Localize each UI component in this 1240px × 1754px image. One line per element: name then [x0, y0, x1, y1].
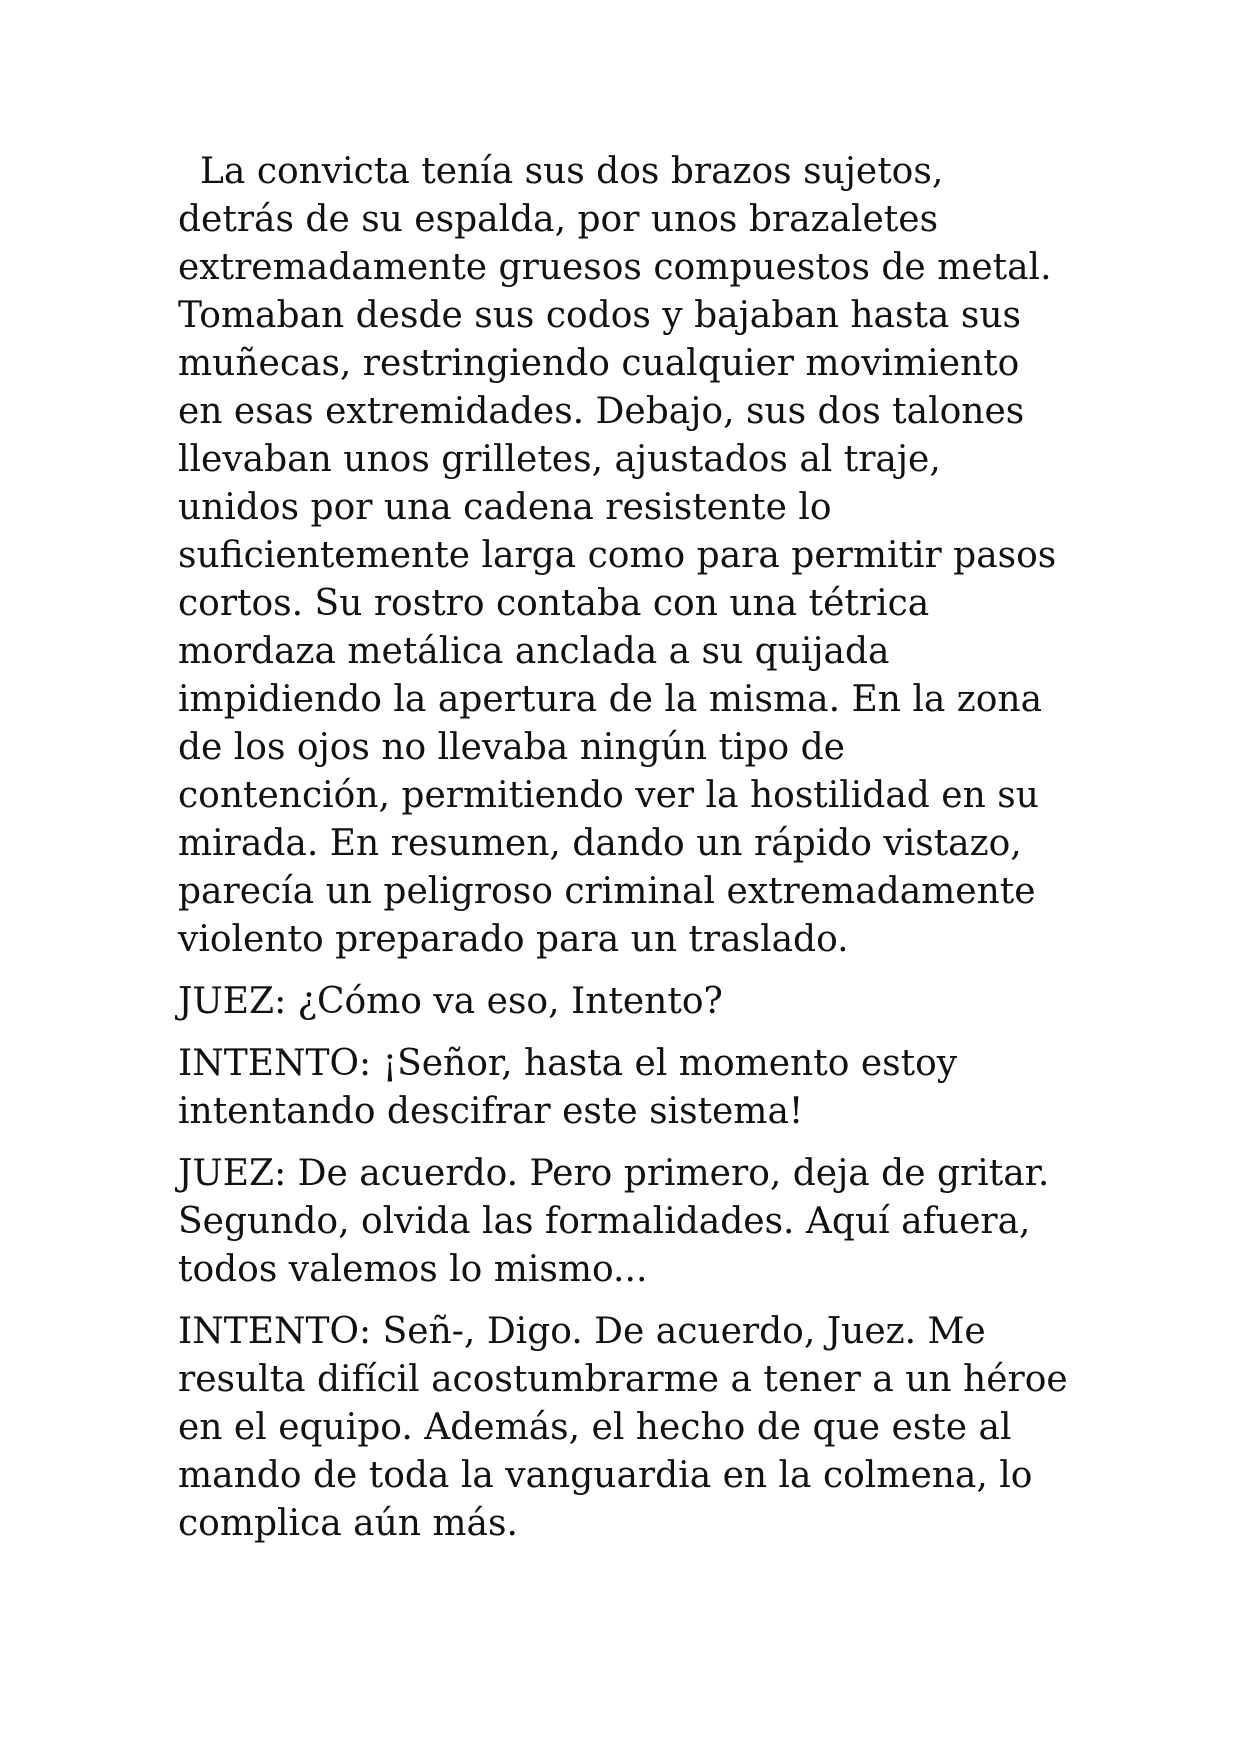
text-line: de los ojos no llevaba ningún tipo de: [178, 727, 845, 768]
text-line: JUEZ: ¿Cómo va eso, Intento?: [178, 981, 723, 1022]
text-line: detrás de su espalda, por unos brazaletes: [178, 199, 939, 240]
text-line: cortos. Su rostro contaba con una tétrica: [178, 583, 930, 624]
text-line: unidos por una cadena resistente lo: [178, 487, 832, 528]
text-line: complica aún más.: [178, 1503, 518, 1544]
text-line: INTENTO: Señ-, Digo. De acuerdo, Juez. Me: [178, 1311, 986, 1352]
text-line: resulta difícil acostumbrarme a tener a un héroe: [178, 1359, 1068, 1400]
text-line: parecía un peligroso criminal extremadamente: [178, 871, 1036, 912]
text-line: extremadamente gruesos compuestos de metal.: [178, 247, 1052, 288]
text-line: mirada. En resumen, dando un rápido vistazo,: [178, 823, 1022, 864]
text-line: Tomaban desde sus codos y bajaban hasta sus: [178, 295, 1021, 336]
narrative-paragraph: [178, 148, 1078, 964]
dialogue-intento-1: [178, 1040, 1078, 1136]
text-line: contención, permitiendo ver la hostilidad en su: [178, 775, 1039, 816]
text-line: violento preparado para un traslado.: [178, 919, 849, 960]
document-page: [178, 148, 1078, 1562]
text-line: en esas extremidades. Debajo, sus dos talones: [178, 391, 1025, 432]
text-line: JUEZ: De acuerdo. Pero primero, deja de gritar.: [178, 1153, 1050, 1194]
text-line: llevaban unos grilletes, ajustados al traje,: [178, 439, 941, 480]
text-line: mordaza metálica anclada a su quijada: [178, 631, 890, 672]
text-line: La convicta tenía sus dos brazos sujetos,: [200, 151, 944, 192]
text-line: en el equipo. Además, el hecho de que este al: [178, 1407, 1012, 1448]
dialogue-juez-1: [178, 978, 1078, 1026]
text-line: Segundo, olvida las formalidades. Aquí afuera,: [178, 1201, 1031, 1242]
text-line: todos valemos lo mismo...: [178, 1249, 648, 1290]
dialogue-intento-2: [178, 1308, 1078, 1548]
text-line: INTENTO: ¡Señor, hasta el momento estoy: [178, 1043, 958, 1084]
dialogue-juez-2: [178, 1150, 1078, 1294]
text-line: impidiendo la apertura de la misma. En la zona: [178, 679, 1043, 720]
text-line: suficientemente larga como para permitir pasos: [178, 535, 1057, 576]
text-line: intentando descifrar este sistema!: [178, 1091, 804, 1132]
text-line: mando de toda la vanguardia en la colmena, lo: [178, 1455, 1033, 1496]
text-line: muñecas, restringiendo cualquier movimiento: [178, 343, 1020, 384]
